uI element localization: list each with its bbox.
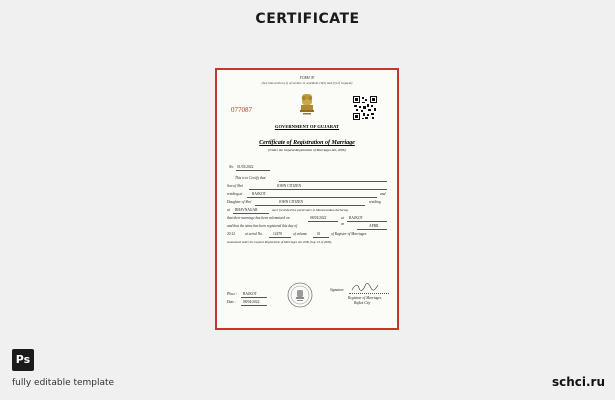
template-caption: fully editable template	[12, 378, 115, 388]
registrar-title: Registrar of Marriages	[348, 296, 382, 300]
signature-label: Signature	[330, 288, 344, 292]
at-value: BHAVNAGAR	[235, 208, 258, 212]
registrar-city: Rajkot City	[354, 301, 371, 305]
form-subheading: (See Sub-section (1) of section 11 and Rule 10(2) and (3) of Gujarat)	[261, 81, 353, 85]
son-of-label: Son of Shri	[227, 184, 243, 188]
register-label: of Register of Marriages	[331, 232, 367, 236]
have-furnished-text: have furnished the particulars in Memorandum declaring	[272, 208, 349, 212]
daughter-of-value: JOHN CITIZEN	[279, 200, 304, 204]
year-value: 20 22	[227, 232, 236, 236]
residing-label: residing	[369, 200, 381, 204]
official-seal-icon	[287, 282, 313, 308]
certificate-subtitle: (Under the Gujarat Registration of Marriages Act, 2006)	[268, 148, 346, 152]
residing-at-value: RAJKOT	[252, 192, 266, 196]
no-label: No.	[229, 165, 235, 169]
maintained-text: maintained under the Gujarat Registration of Marriages Act 2006 (Guj. 16 of 2006).	[227, 240, 332, 244]
signature-scribble-icon	[351, 283, 379, 292]
form-number: FORM 'B'	[299, 76, 315, 80]
day-value: 08	[341, 222, 344, 226]
volume-label: of volume	[293, 232, 308, 236]
government-heading: GOVERNMENT OF GUJARAT	[274, 124, 340, 129]
residing-at-label: residing at	[227, 192, 243, 196]
certificate-title: Certificate of Registration of Marriage	[259, 140, 355, 146]
qr-code-icon	[353, 96, 377, 120]
at2-value: RAJKOT	[349, 216, 363, 220]
serial-number: 077087	[231, 106, 252, 114]
daughter-of-label: Daughter of Shri	[227, 200, 252, 204]
state-emblem-icon	[295, 92, 319, 122]
and-label: and	[380, 192, 386, 196]
serial-no-label: at serial No.	[245, 232, 263, 236]
certificate-document	[215, 68, 399, 330]
at-label: at	[227, 208, 230, 212]
place-value: RAJKOT	[243, 292, 257, 296]
place-label: Place :	[227, 292, 238, 296]
registration-number: 01/03/2022	[237, 165, 254, 169]
site-watermark: schci.ru	[551, 375, 605, 389]
volume-value: 01	[317, 232, 321, 236]
solemnized-date: 08/03/2022	[310, 216, 327, 220]
date-value: 08/04/2022	[243, 300, 260, 304]
month-value: APRIL	[369, 224, 380, 228]
serial-no-value: 12478	[273, 232, 282, 236]
page-title: CERTIFICATE	[255, 11, 360, 27]
registered-text: and that the same has been registered this day of	[227, 224, 298, 228]
date-label: Date :	[227, 300, 237, 304]
certify-text: This is to Certify that	[235, 176, 266, 180]
solemnized-text: that their marriage has been solemnized on	[227, 216, 290, 220]
photoshop-icon: Ps	[12, 349, 34, 371]
at2-label: at	[341, 216, 344, 220]
son-of-value: JOHN CITIZEN	[277, 184, 302, 188]
